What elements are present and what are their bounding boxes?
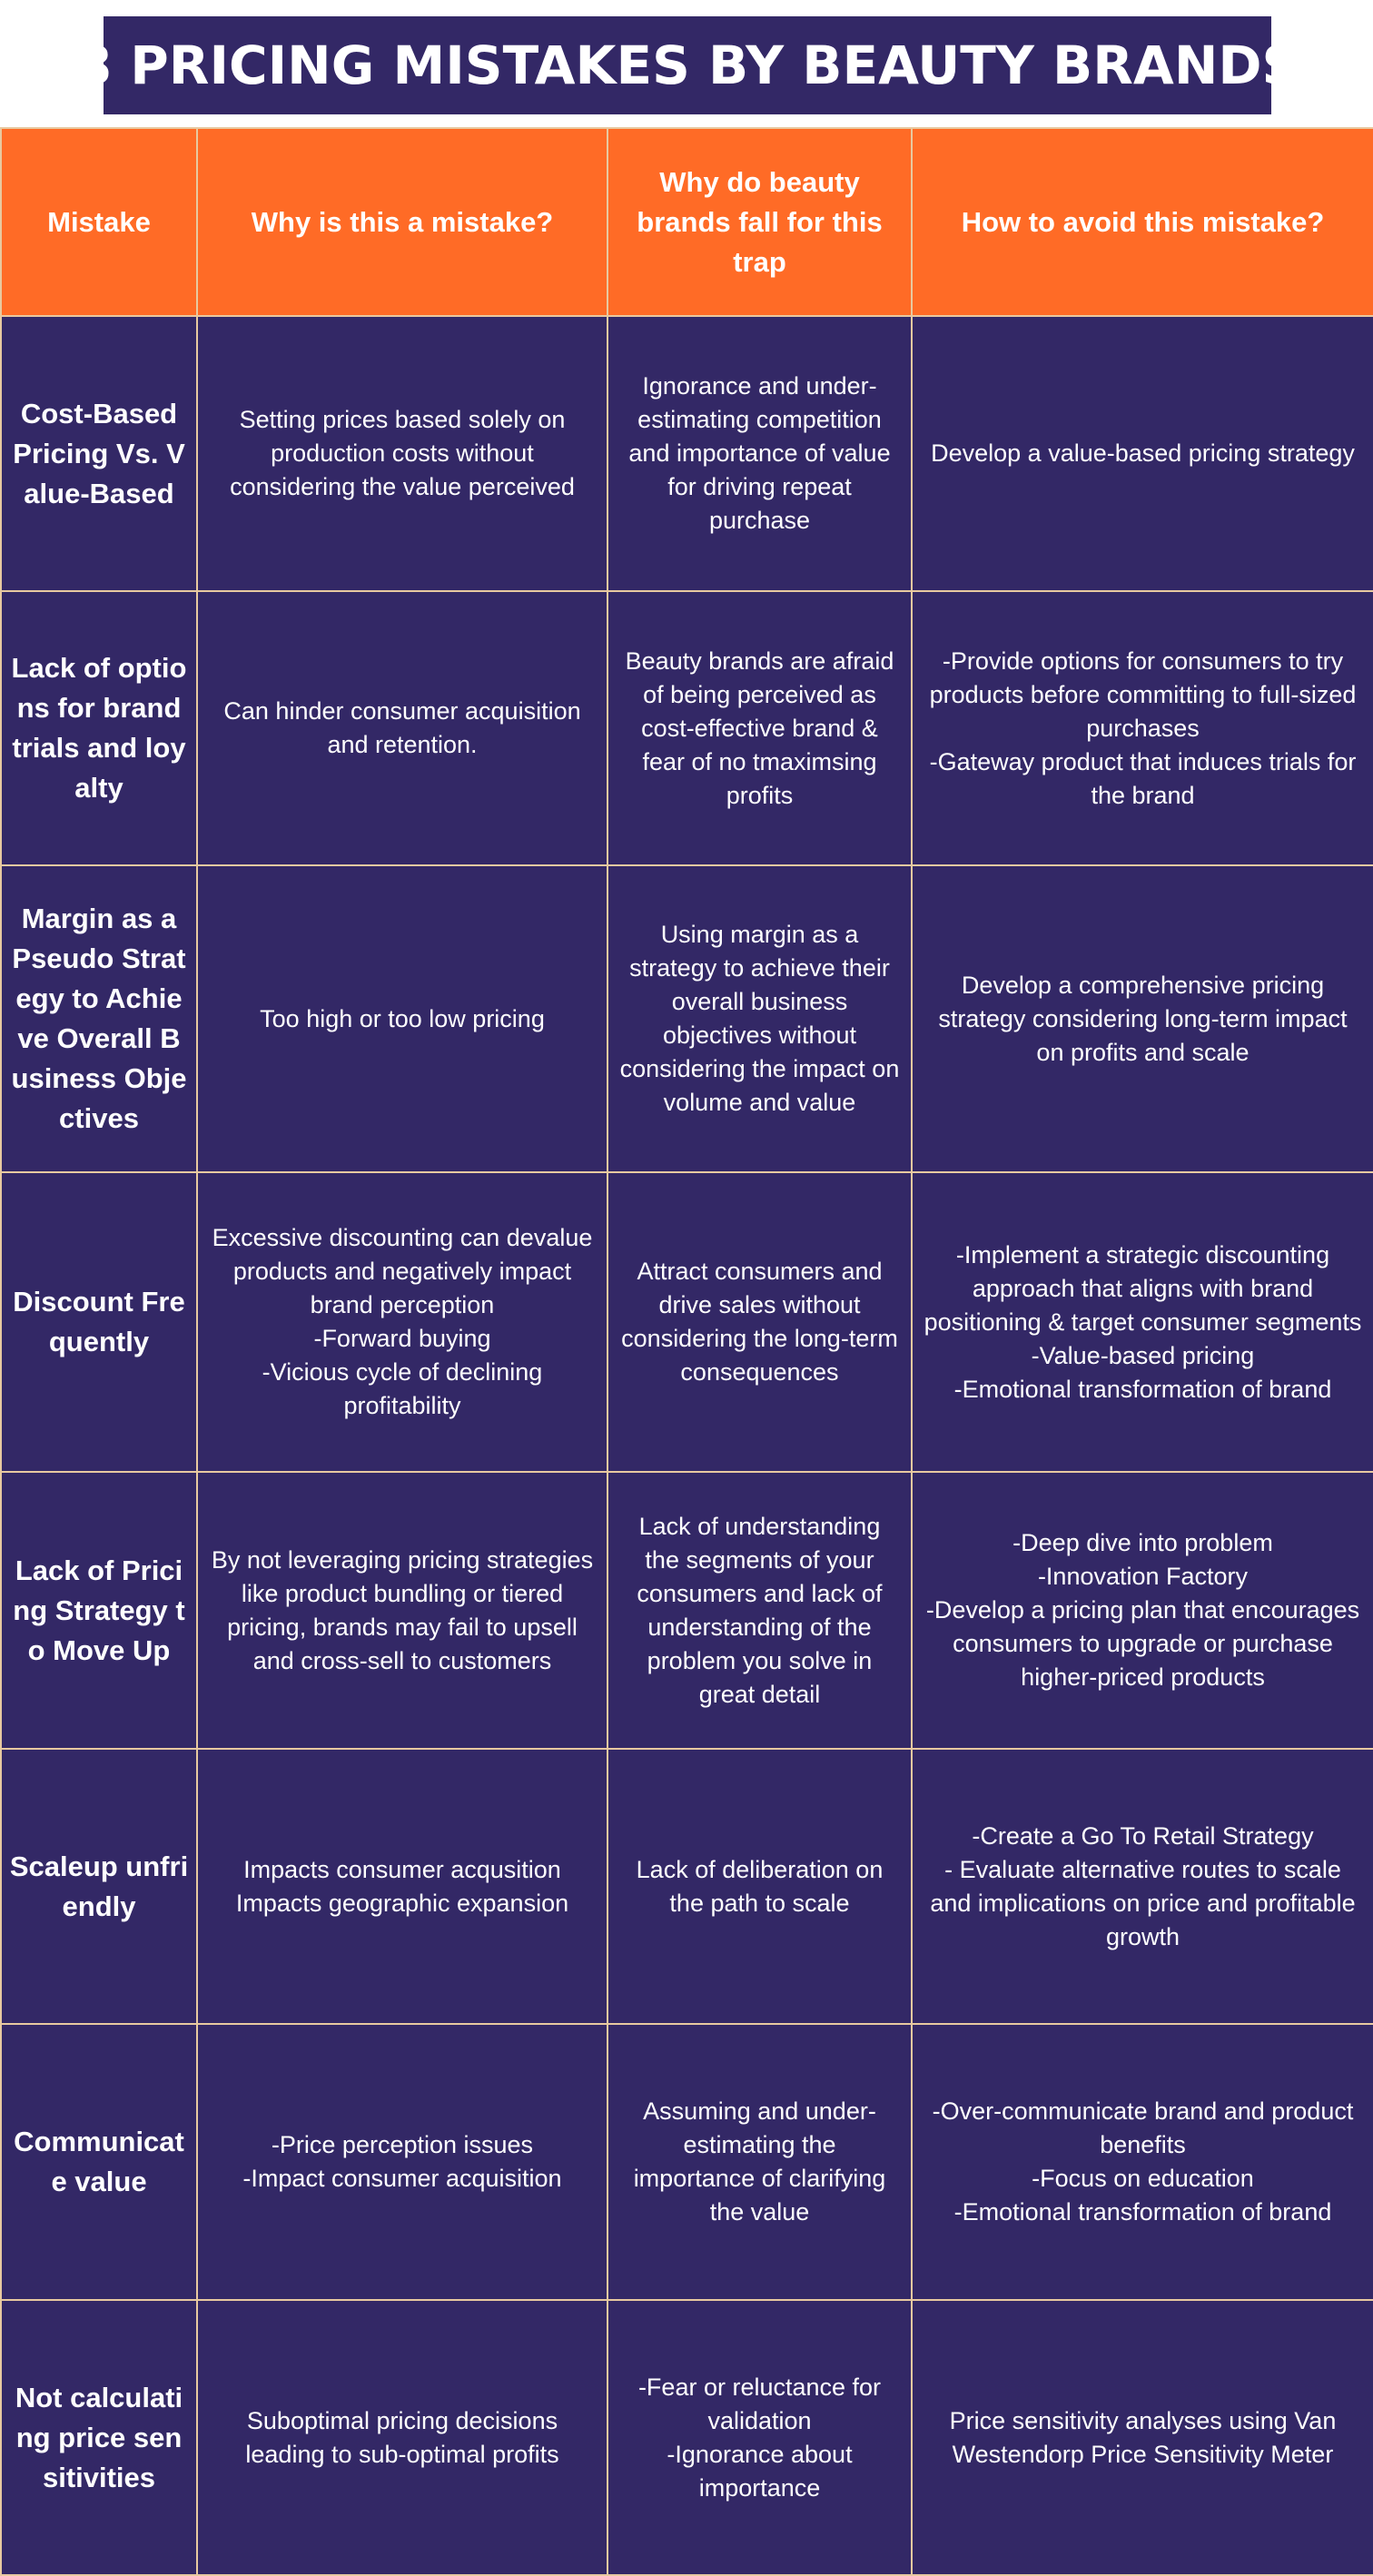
mistake-text: Communicate value — [14, 2126, 184, 2197]
mistake-cell — [1, 2024, 197, 2300]
why-trap-cell — [607, 2300, 912, 2575]
why-mistake-text: -Price perception issues -Impact consumer acquisition — [242, 2131, 562, 2192]
how-to-avoid-cell — [912, 316, 1373, 591]
table-row — [1, 1472, 1373, 1749]
how-to-avoid-cell — [912, 2024, 1373, 2300]
mistake-text: Cost-Based Pricing Vs. Value-Based — [13, 397, 185, 509]
how-to-avoid-text: -Deep dive into problem -Innovation Factory -Develop a pricing plan that encourages consumers to upgrade or purchase higher-priced products — [925, 1529, 1360, 1691]
table-row — [1, 316, 1373, 591]
table-header-row — [1, 128, 1373, 316]
why-mistake-cell — [197, 316, 607, 591]
why-trap-text: Assuming and under-estimating the importance of clarifying the value — [633, 2097, 886, 2226]
why-trap-cell — [607, 591, 912, 865]
why-mistake-text: Suboptimal pricing decisions leading to sub-optimal profits — [245, 2406, 559, 2468]
why-trap-text: Lack of deliberation on the path to scale — [636, 1855, 884, 1917]
mistake-text: Lack of options for brand trials and loyalty — [11, 652, 187, 804]
how-to-avoid-cell — [912, 1749, 1373, 2024]
why-mistake-cell — [197, 2300, 607, 2575]
why-mistake-text: Can hinder consumer acquisition and retention. — [223, 697, 581, 758]
table-row — [1, 1172, 1373, 1472]
why-mistake-text: By not leveraging pricing strategies like product bundling or tiered pricing, brands may fail to upsell and cross-sell to customers — [211, 1545, 594, 1674]
mistake-text: Margin as a Pseudo Strategy to Achieve Overall Business Objectives — [11, 903, 187, 1134]
why-trap-cell — [607, 865, 912, 1172]
why-trap-cell — [607, 1172, 912, 1472]
mistake-text: Lack of Pricing Strategy to Move Up — [13, 1554, 185, 1666]
why-trap-text: Lack of understanding the segments of your consumers and lack of understanding of the problem you solve in great detail — [637, 1512, 883, 1708]
why-trap-text: Using margin as a strategy to achieve their overall business objectives without considering the impact on volume and value — [619, 921, 900, 1116]
how-to-avoid-cell — [912, 1172, 1373, 1472]
mistake-cell — [1, 316, 197, 591]
mistake-cell — [1, 865, 197, 1172]
mistake-cell — [1, 1749, 197, 2024]
mistake-text: Scaleup unfriendly — [9, 1850, 189, 1922]
why-trap-text: Attract consumers and drive sales without considering the long-term consequences — [621, 1258, 898, 1386]
title-banner — [0, 0, 1373, 127]
why-trap-text: Ignorance and under-estimating competition and importance of value for driving repeat purchase — [628, 372, 891, 534]
mistake-cell — [1, 2300, 197, 2575]
how-to-avoid-cell — [912, 1472, 1373, 1749]
how-to-avoid-text: Develop a comprehensive pricing strategy considering long-term impact on profits and scale — [938, 971, 1348, 1066]
how-to-avoid-text: -Provide options for consumers to try products before committing to full-sized purchases -Gateway product that induces trials for the brand — [929, 646, 1357, 809]
mistake-cell — [1, 1172, 197, 1472]
pricing-mistakes-table — [0, 127, 1373, 2576]
how-to-avoid-cell — [912, 2300, 1373, 2575]
why-mistake-cell — [197, 2024, 607, 2300]
how-to-avoid-text: -Over-communicate brand and product benefits -Focus on education -Emotional transformation of brand — [932, 2097, 1354, 2226]
header-why-trap: Why do beauty brands fall for this trap — [607, 128, 912, 316]
why-trap-text: -Fear or reluctance for validation -Ignorance about importance — [637, 2373, 882, 2502]
table-row — [1, 2300, 1373, 2575]
table-row — [1, 2024, 1373, 2300]
header-how-to-avoid: How to avoid this mistake? — [912, 128, 1373, 316]
mistake-text: Not calculating price sensitivities — [15, 2381, 183, 2493]
how-to-avoid-cell — [912, 591, 1373, 865]
how-to-avoid-text: Develop a value-based pricing strategy — [931, 439, 1355, 467]
table-row — [1, 865, 1373, 1172]
why-mistake-text: Too high or too low pricing — [260, 1004, 545, 1032]
why-mistake-cell — [197, 1172, 607, 1472]
why-mistake-cell — [197, 865, 607, 1172]
page-title: 8 PRICING MISTAKES BY BEAUTY BRANDS — [104, 16, 1271, 114]
why-trap-text: Beauty brands are afraid of being perceived as cost-effective brand & fear of no tmaximsing profits — [625, 646, 894, 809]
why-trap-cell — [607, 316, 912, 591]
mistake-text: Discount Frequently — [13, 1286, 185, 1357]
why-mistake-cell — [197, 591, 607, 865]
how-to-avoid-text: -Create a Go To Retail Strategy - Evaluate alternative routes to scale and implications on price and profitable growth — [930, 1821, 1356, 1950]
mistake-cell — [1, 591, 197, 865]
why-mistake-text: Setting prices based solely on production costs without considering the value perceived — [230, 406, 575, 500]
why-trap-cell — [607, 1749, 912, 2024]
header-mistake: Mistake — [1, 128, 197, 316]
how-to-avoid-cell — [912, 865, 1373, 1172]
why-mistake-cell — [197, 1749, 607, 2024]
table-row — [1, 591, 1373, 865]
why-trap-cell — [607, 2024, 912, 2300]
why-mistake-cell — [197, 1472, 607, 1749]
why-mistake-text: Excessive discounting can devalue products and negatively impact brand perception -Forward buying -Vicious cycle of declining profitability — [212, 1224, 593, 1419]
header-why-mistake: Why is this a mistake? — [197, 128, 607, 316]
mistake-cell — [1, 1472, 197, 1749]
how-to-avoid-text: Price sensitivity analyses using Van Westendorp Price Sensitivity Meter — [949, 2406, 1337, 2468]
why-trap-cell — [607, 1472, 912, 1749]
table-row — [1, 1749, 1373, 2024]
how-to-avoid-text: -Implement a strategic discounting approach that aligns with brand positioning & target consumer segments -Value-based pricing -Emotional transformation of brand — [924, 1240, 1362, 1403]
why-mistake-text: Impacts consumer acqusition Impacts geographic expansion — [235, 1855, 569, 1917]
